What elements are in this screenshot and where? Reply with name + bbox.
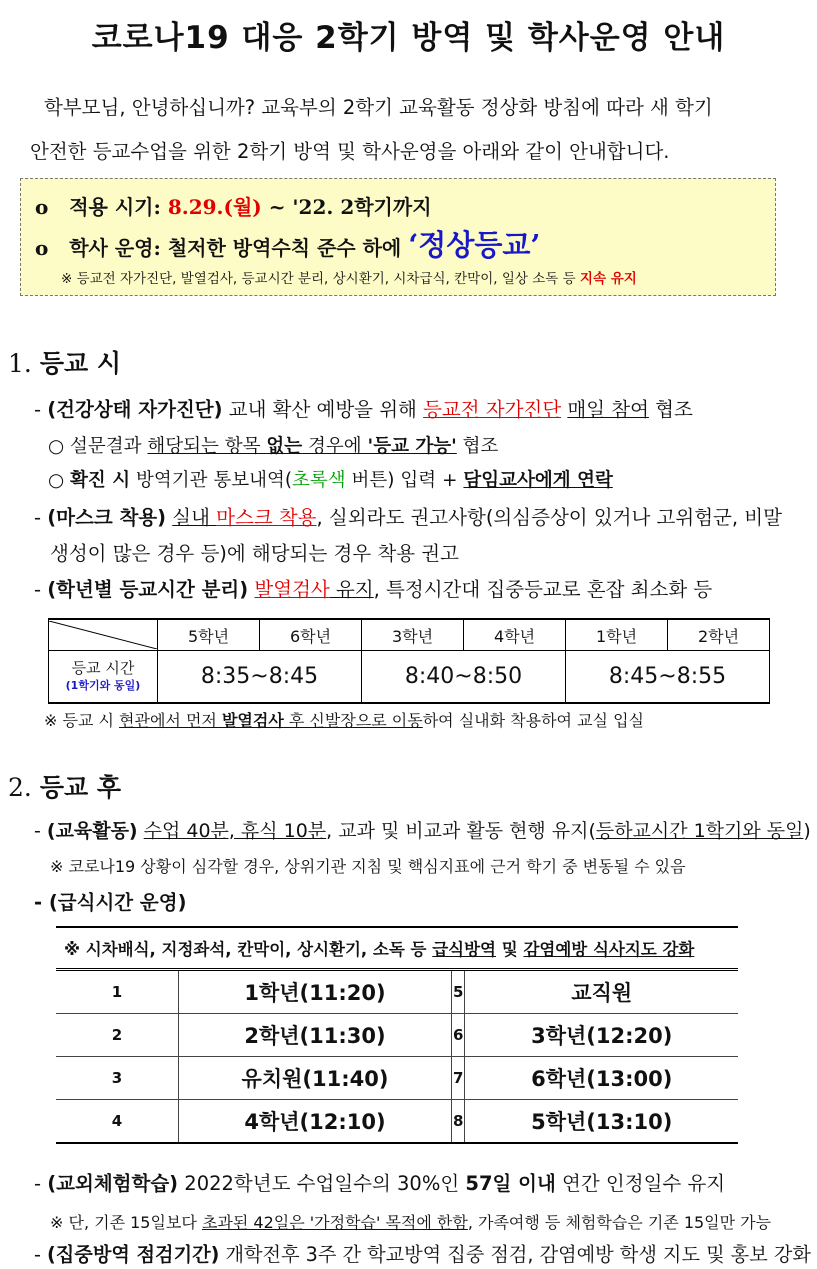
text-span: ※ 등교 시 [44,711,120,730]
field-trip-note [50,1210,771,1233]
text-span: 없는 [266,436,303,457]
confirmed-case-line [48,466,613,492]
text-span: 수업 40분, 휴식 10분 [143,820,327,842]
notice-box [20,178,776,296]
row-sublabel: (1학기와 동일) [65,678,141,692]
text-span: 확진 시 [70,470,131,491]
text-span: , 특정시간대 집중등교로 혼잡 최소화 등 [373,578,713,601]
text-span: - [34,820,47,842]
notice-period [35,191,432,220]
notice-operation [35,223,540,264]
text-span: ○ [48,436,71,457]
table-cell: 4 [56,1100,179,1144]
text-span: 현관에서 먼저 [119,711,222,730]
text-span: 등교전 자가진단 [423,398,562,421]
text-span: 경우에 [302,436,368,457]
text-span: 초과된 42일은 '가정학습' 목적에 한함 [201,1213,468,1232]
table-cell: 8 [452,1100,465,1144]
text-span: 마스크 착용 [216,506,317,529]
text-span: 초록색 [292,470,346,491]
period-date: 8.29.(월) [167,195,262,219]
table-row [56,1057,738,1100]
table-cell: 2 [56,1014,179,1057]
period-label: 적용 시기: [69,195,168,219]
section-1-heading [8,344,121,380]
text-span: 등교 후 [39,773,121,802]
text-span: ※ 등교전 자가진단, 발열검사, 등교시간 분리, 상시환기, 시차급식, 칸막이, 일상 소독 등 [61,271,580,287]
grade-header: 4학년 [464,619,566,651]
text-span: - [34,1243,48,1266]
text-span: ※ 시차배식, 지정좌석, 칸막이, 상시환기, 소독 등 [64,940,433,959]
text-span: 2. [8,773,32,802]
text-span: ) [803,820,811,842]
text-span: 및 [496,940,524,959]
meal-label [34,887,187,915]
text-span: (교외체험학습) [47,1172,179,1195]
arrival-note [44,708,644,731]
text-span: '등교 가능' [367,436,457,457]
intro-line-1: 학부모님, 안녕하십니까? 교육부의 2학기 교육활동 정상화 방침에 따라 새 학기 [44,96,713,119]
table-row [56,1100,738,1144]
table-cell: 교직원 [465,970,738,1014]
text-span: (마스크 착용) [47,506,167,529]
text-span: , 실외라도 권고사항(의심증상이 있거나 고위험군, 비말 [316,506,782,529]
text-span: 하여 실내화 착용하여 교실 입실 [422,711,644,730]
text-span: 1. [8,349,32,378]
text-span: 발열검사 [254,578,330,601]
operation-highlight: ‘정상등교’ [408,228,541,262]
text-span: 협조 [456,436,499,457]
arrival-time-line [34,574,712,602]
text-span: ○ [48,470,71,491]
time-cell: 8:40~8:50 [362,651,566,704]
education-note: ※ 코로나19 상황이 심각할 경우, 상위기관 지침 및 핵심지표에 근거 학기 중 변동될 수 있음 [50,857,686,876]
table-row [56,1014,738,1057]
row-label-cell [49,651,158,704]
time-cell: 8:45~8:55 [566,651,770,704]
text-span: 교내 확산 예방을 위해 [222,398,424,421]
table-cell: 6 [452,1014,465,1057]
table-cell: 1학년(11:20) [179,970,452,1014]
arrival-time-row [49,651,770,704]
intro-line-2: 안전한 등교수업을 위한 2학기 방역 및 학사운영을 아래와 같이 안내합니다. [30,140,670,163]
table-cell: 유치원(11:40) [179,1057,452,1100]
field-trip-line [34,1168,725,1196]
text-span: , 가족여행 등 체험학습은 기존 15일만 가능 [467,1213,772,1232]
text-span: 담임교사에게 연락 [463,470,613,491]
text-span: ※ 단, 기존 15일보다 [50,1213,202,1232]
table-cell: 3 [56,1057,179,1100]
text-span: 57일 이내 [465,1172,556,1195]
text-span: (건강상태 자가진단) [47,398,223,421]
text-span: (집중방역 점검기간) [47,1243,220,1266]
text-span: 급식방역 [432,940,496,959]
table-row [56,970,738,1014]
period-rest: ~ '22. 2학기까지 [261,195,432,219]
focus-quarantine-line [34,1240,811,1267]
text-span: 버튼) 입력 + [345,470,464,491]
table-cell: 5 [452,970,465,1014]
text-span: 감염예방 식사지도 강화 [523,940,695,959]
text-span: 등하교시간 1학기와 동일 [595,820,804,842]
grade-header-row [49,619,770,651]
bullet-icon: o [35,236,49,260]
grade-header: 6학년 [260,619,362,651]
text-span: 설문결과 [70,436,148,457]
table-cell: 6학년(13:00) [465,1057,738,1100]
text-span: (학년별 등교시간 분리) [47,578,249,601]
text-span: 2022학년도 수업일수의 30%인 [178,1172,466,1195]
text-span: - [34,1172,48,1195]
table-cell: 7 [452,1057,465,1100]
arrival-schedule-table [48,618,770,704]
table-cell: 5학년(13:10) [465,1100,738,1144]
text-span: 유지 [329,578,374,601]
operation-label: 학사 운영: 철저한 방역수칙 준수 하에 [69,236,409,260]
grade-header: 5학년 [158,619,260,651]
text-span: 후 신발장으로 이동 [283,711,423,730]
education-line [34,816,811,843]
text-span: 실내 [172,506,217,529]
text-span: 해당되는 항목 [147,436,267,457]
row-label: 등교 시간 [71,658,135,677]
table-cell: 4학년(12:10) [179,1100,452,1144]
text-span: 연간 인정일수 유지 [555,1172,726,1195]
diagonal-line-icon [49,621,157,649]
survey-line [48,432,498,458]
time-cell: 8:35~8:45 [158,651,362,704]
text-span: - [34,506,48,529]
bullet-icon: o [35,195,49,219]
notice-footnote [61,267,637,287]
intro-paragraph [30,86,800,174]
table-cell: 3학년(12:20) [465,1014,738,1057]
text-span: (교육활동) [46,820,138,842]
text-span: 방역기관 통보내역( [130,470,293,491]
page-title: 코로나19 대응 2학기 방역 및 학사운영 안내 [91,20,726,56]
footnote-highlight: 지속 유지 [579,271,637,287]
text-span: - [34,398,48,421]
mask-line [34,502,782,530]
text-span: , 교과 및 비교과 활동 현행 유지( [326,820,596,842]
text-span: 협조 [648,398,693,421]
text-span: - [34,578,48,601]
text-span: 매일 참여 [567,398,649,421]
diagonal-header-cell [49,619,158,651]
grade-header: 3학년 [362,619,464,651]
text-span: 개학전후 3주 간 학교방역 집중 점검, 감염예방 학생 지도 및 홍보 강화 [219,1243,811,1266]
table-cell: 1 [56,970,179,1014]
meal-table-header [56,927,738,970]
mask-line-2: 생성이 많은 경우 등)에 해당되는 경우 착용 권고 [50,542,459,565]
grade-header: 2학년 [668,619,770,651]
grade-header: 1학년 [566,619,668,651]
text-span: 발열검사 [221,711,284,730]
health-check-line [34,394,693,422]
meal-schedule-table [56,926,738,1144]
section-2-heading [8,768,121,804]
table-cell: 2학년(11:30) [179,1014,452,1057]
text-span: 등교 시 [39,349,121,378]
text-span: - (급식시간 운영) [34,891,187,914]
